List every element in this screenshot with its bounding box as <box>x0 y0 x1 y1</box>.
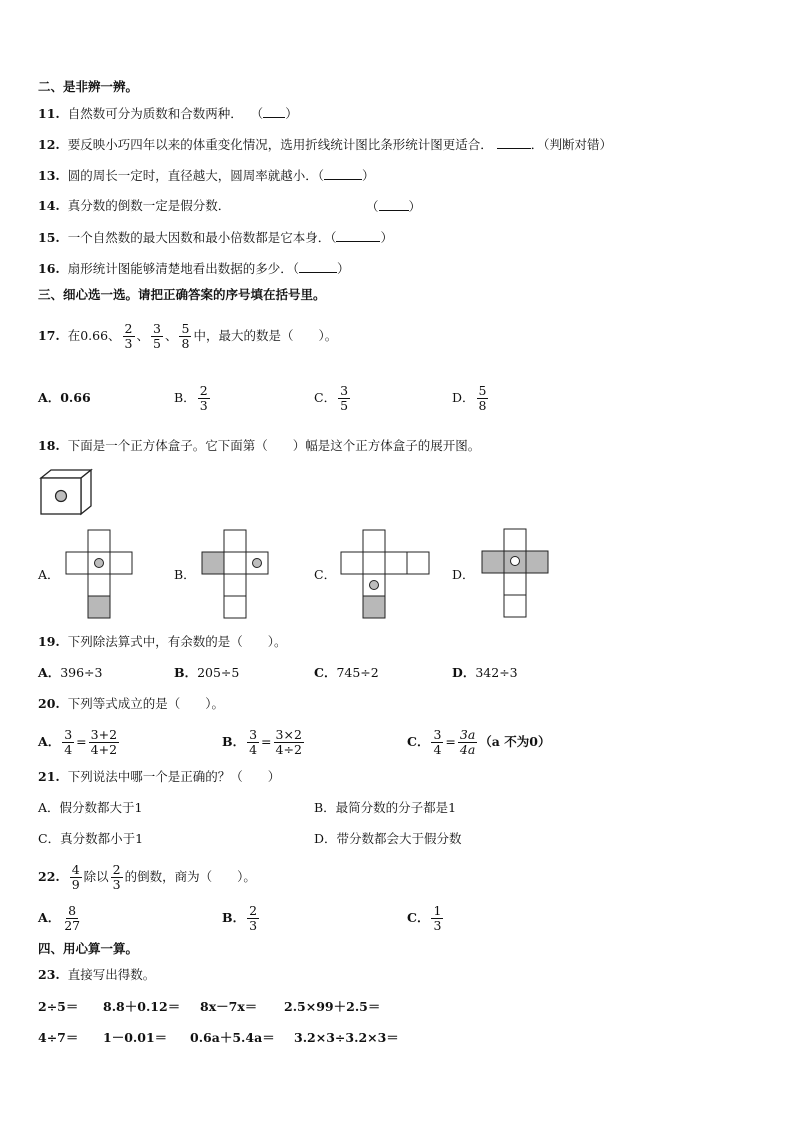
answer-blank[interactable] <box>263 105 285 118</box>
option-label: A． <box>38 734 61 749</box>
option-a[interactable]: A． <box>38 567 60 582</box>
question-text: 下列除法算式中，有余数的是（ ）。 <box>67 634 287 649</box>
paren-close: ） <box>408 199 422 214</box>
fraction <box>70 863 82 892</box>
option-label: C． <box>407 734 430 749</box>
question-text: 要反映小巧四年以来的体重变化情况，选用折线统计图比条形统计图更适合． <box>67 137 493 152</box>
fraction <box>89 728 119 757</box>
answer-blank[interactable] <box>497 136 531 149</box>
fraction <box>431 728 443 757</box>
option-a[interactable] <box>38 720 121 764</box>
question-number: 22. <box>38 869 60 884</box>
numerator: 1 <box>433 903 442 918</box>
calc-item: 1－0.01＝ <box>103 1030 168 1045</box>
section-title-2: 二、是非辨一辨。 <box>38 79 139 94</box>
question-tail: ．（判断对错） <box>530 137 612 152</box>
option-c[interactable]: C．真分数都小于1 <box>38 831 144 846</box>
fraction <box>274 728 304 757</box>
paren-close: ） <box>285 106 298 121</box>
option-label: C． <box>407 910 430 925</box>
question-number: 15. <box>38 230 60 245</box>
question-13 <box>38 167 375 184</box>
cube-figure <box>38 468 94 518</box>
denominator: 3 <box>249 918 258 933</box>
question-12 <box>38 136 612 153</box>
question-text: 下列等式成立的是（ ）。 <box>67 696 224 711</box>
numerator: 3 <box>249 727 258 742</box>
option-c[interactable] <box>314 665 379 681</box>
calc-item: 0.6a＋5.4a＝ <box>190 1030 275 1045</box>
option-b[interactable]: B． <box>174 567 196 582</box>
expression: 205÷5 <box>197 665 240 680</box>
net-c-figure[interactable] <box>340 529 436 621</box>
denominator: 3 <box>199 398 208 413</box>
option-label: A．0.66 <box>38 390 91 405</box>
denominator: 5 <box>340 398 349 413</box>
option-label: B． <box>222 734 246 749</box>
option-d[interactable] <box>452 665 518 681</box>
numerator: 5 <box>478 383 487 398</box>
question-number: 12. <box>38 137 60 152</box>
denominator: 4+2 <box>90 742 118 757</box>
denominator: 4a <box>459 742 476 757</box>
option-a[interactable] <box>38 896 84 940</box>
denominator: 8 <box>181 336 190 351</box>
fraction <box>338 384 350 413</box>
fraction <box>179 322 191 351</box>
equals-sign: = <box>445 734 456 749</box>
section-title-3: 三、细心选一选。请把正确答案的序号填在括号里。 <box>38 287 326 302</box>
separator: 、 <box>136 328 150 343</box>
paren-open: （ <box>250 106 264 121</box>
question-number: 21. <box>38 769 60 784</box>
question-15 <box>38 229 393 246</box>
option-label: C． <box>314 665 337 680</box>
answer-blank[interactable] <box>336 229 380 242</box>
question-23 <box>38 967 155 983</box>
option-label: B． <box>174 665 198 680</box>
calc-item: 4÷7＝ <box>38 1030 79 1045</box>
expression: 342÷3 <box>475 665 518 680</box>
question-16 <box>38 260 350 277</box>
question-number: 23. <box>38 967 60 982</box>
calc-item: 2.5×99＋2.5＝ <box>284 999 381 1014</box>
fraction <box>247 728 259 757</box>
question-text: 中，最大的数是（ ）。 <box>193 328 338 343</box>
fraction <box>247 904 259 933</box>
denominator: 4 <box>433 742 442 757</box>
calc-item: 3.2×3÷3.2×3＝ <box>294 1030 399 1045</box>
option-d[interactable]: D．带分数都会大于假分数 <box>314 831 462 846</box>
question-number: 17. <box>38 328 60 343</box>
fraction <box>151 322 163 351</box>
denominator: 9 <box>71 877 80 892</box>
option-b[interactable] <box>174 665 239 681</box>
numerator: 2 <box>124 321 133 336</box>
section-title-4: 四、用心算一算。 <box>38 941 139 956</box>
question-text: 的倒数，商为（ ）。 <box>124 869 256 884</box>
question-text: 真分数的倒数一定是假分数． <box>67 198 231 213</box>
question-number: 16. <box>38 261 60 276</box>
paren-close: ） <box>361 168 375 183</box>
question-text: 下面是一个正方体盒子。它下面第（ ）幅是这个正方体盒子的展开图。 <box>67 438 481 453</box>
question-number: 11. <box>38 106 60 121</box>
net-a-figure[interactable] <box>65 529 135 621</box>
paren-close: ） <box>336 261 350 276</box>
fraction <box>62 728 74 757</box>
answer-blank[interactable] <box>324 167 362 180</box>
numerator: 3 <box>153 321 161 336</box>
denominator: 27 <box>64 918 81 933</box>
question-number: 18. <box>38 438 60 453</box>
denominator: 3 <box>124 336 133 351</box>
question-19 <box>38 634 286 650</box>
answer-blank[interactable] <box>379 198 409 211</box>
fraction <box>123 322 135 351</box>
equals-sign: = <box>76 734 87 749</box>
expression: 396÷3 <box>60 665 103 680</box>
numerator: 3 <box>64 727 73 742</box>
calc-item: 8x－7x＝ <box>200 999 258 1014</box>
denominator: 3 <box>112 877 121 892</box>
numerator: 5 <box>181 321 190 336</box>
fraction <box>458 728 477 757</box>
question-text: 圆的周长一定时，直径越大，圆周率就越小． <box>67 168 318 183</box>
separator: 、 <box>164 328 178 343</box>
question-text: 除以 <box>83 869 109 884</box>
denominator: 4 <box>64 742 73 757</box>
option-a[interactable] <box>38 665 103 681</box>
numerator: 3+2 <box>90 727 118 742</box>
option-a[interactable]: A．假分数都大于1 <box>38 800 143 815</box>
expression: 745÷2 <box>336 665 379 680</box>
question-22 <box>38 855 256 899</box>
option-b[interactable]: B．最简分数的分子都是1 <box>314 800 457 815</box>
question-14 <box>38 198 230 214</box>
numerator: 3 <box>433 727 442 742</box>
numerator: 8 <box>68 903 77 918</box>
numerator: 2 <box>249 903 258 918</box>
question-number: 14. <box>38 198 60 213</box>
option-c[interactable] <box>407 896 445 940</box>
question-number: 13. <box>38 168 60 183</box>
denominator: 3 <box>433 918 442 933</box>
option-d[interactable] <box>452 376 490 420</box>
option-note: （a 不为0） <box>479 734 551 749</box>
question-number: 19. <box>38 634 60 649</box>
option-label: C． <box>314 390 337 405</box>
option-b[interactable] <box>174 376 212 420</box>
fraction <box>198 384 210 413</box>
paren-open: （ <box>317 168 324 183</box>
fraction <box>477 384 489 413</box>
option-label: D． <box>452 665 476 680</box>
numerator: 4 <box>71 862 80 877</box>
numerator: 2 <box>199 383 208 398</box>
option-b[interactable] <box>222 720 306 764</box>
option-c[interactable] <box>314 376 352 420</box>
paren-open: （ <box>292 261 299 276</box>
option-label: B． <box>174 390 196 405</box>
question-17 <box>38 314 337 358</box>
question-text: 直接写出得数。 <box>67 967 156 982</box>
question-14-answer <box>366 198 421 215</box>
denominator: 5 <box>153 336 161 351</box>
question-text: 一个自然数的最大因数和最小倍数都是它本身． <box>67 230 331 245</box>
numerator: 3 <box>340 383 349 398</box>
numerator: 2 <box>112 862 121 877</box>
denominator: 8 <box>478 398 487 413</box>
option-label: B． <box>222 910 246 925</box>
question-number: 20. <box>38 696 60 711</box>
option-b[interactable] <box>222 896 261 940</box>
denominator: 4÷2 <box>275 742 302 757</box>
paren-close: ） <box>380 230 393 245</box>
question-text: 自然数可分为质数和合数两种． <box>67 106 243 121</box>
net-d-figure[interactable] <box>481 528 553 622</box>
denominator: 4 <box>249 742 258 757</box>
fraction <box>431 904 443 933</box>
option-d[interactable]: D． <box>452 567 475 582</box>
question-21 <box>38 769 280 785</box>
paren-open: （ <box>330 230 337 245</box>
option-label: D． <box>452 390 475 405</box>
fraction <box>62 904 82 933</box>
equals-sign: = <box>261 734 272 749</box>
option-label: A． <box>38 665 61 680</box>
paren-open: （ <box>366 199 379 214</box>
question-20 <box>38 696 224 712</box>
question-11 <box>38 105 298 122</box>
numerator: 3a <box>459 727 476 742</box>
fraction <box>111 863 123 892</box>
answer-blank[interactable] <box>299 260 337 273</box>
option-c[interactable]: C． <box>314 567 337 582</box>
net-b-figure[interactable] <box>201 529 271 621</box>
question-text: 下列说法中哪一个是正确的？（ ） <box>67 769 281 784</box>
question-text: 扇形统计图能够清楚地看出数据的多少． <box>67 261 293 276</box>
calc-item: 8.8＋0.12＝ <box>103 999 181 1014</box>
calc-item: 2÷5＝ <box>38 999 79 1014</box>
option-c[interactable] <box>407 720 550 764</box>
question-text: 在0.66、 <box>67 328 121 343</box>
option-a[interactable] <box>38 376 91 420</box>
option-label: A． <box>38 910 61 925</box>
numerator: 3×2 <box>275 727 302 742</box>
question-18 <box>38 438 480 454</box>
